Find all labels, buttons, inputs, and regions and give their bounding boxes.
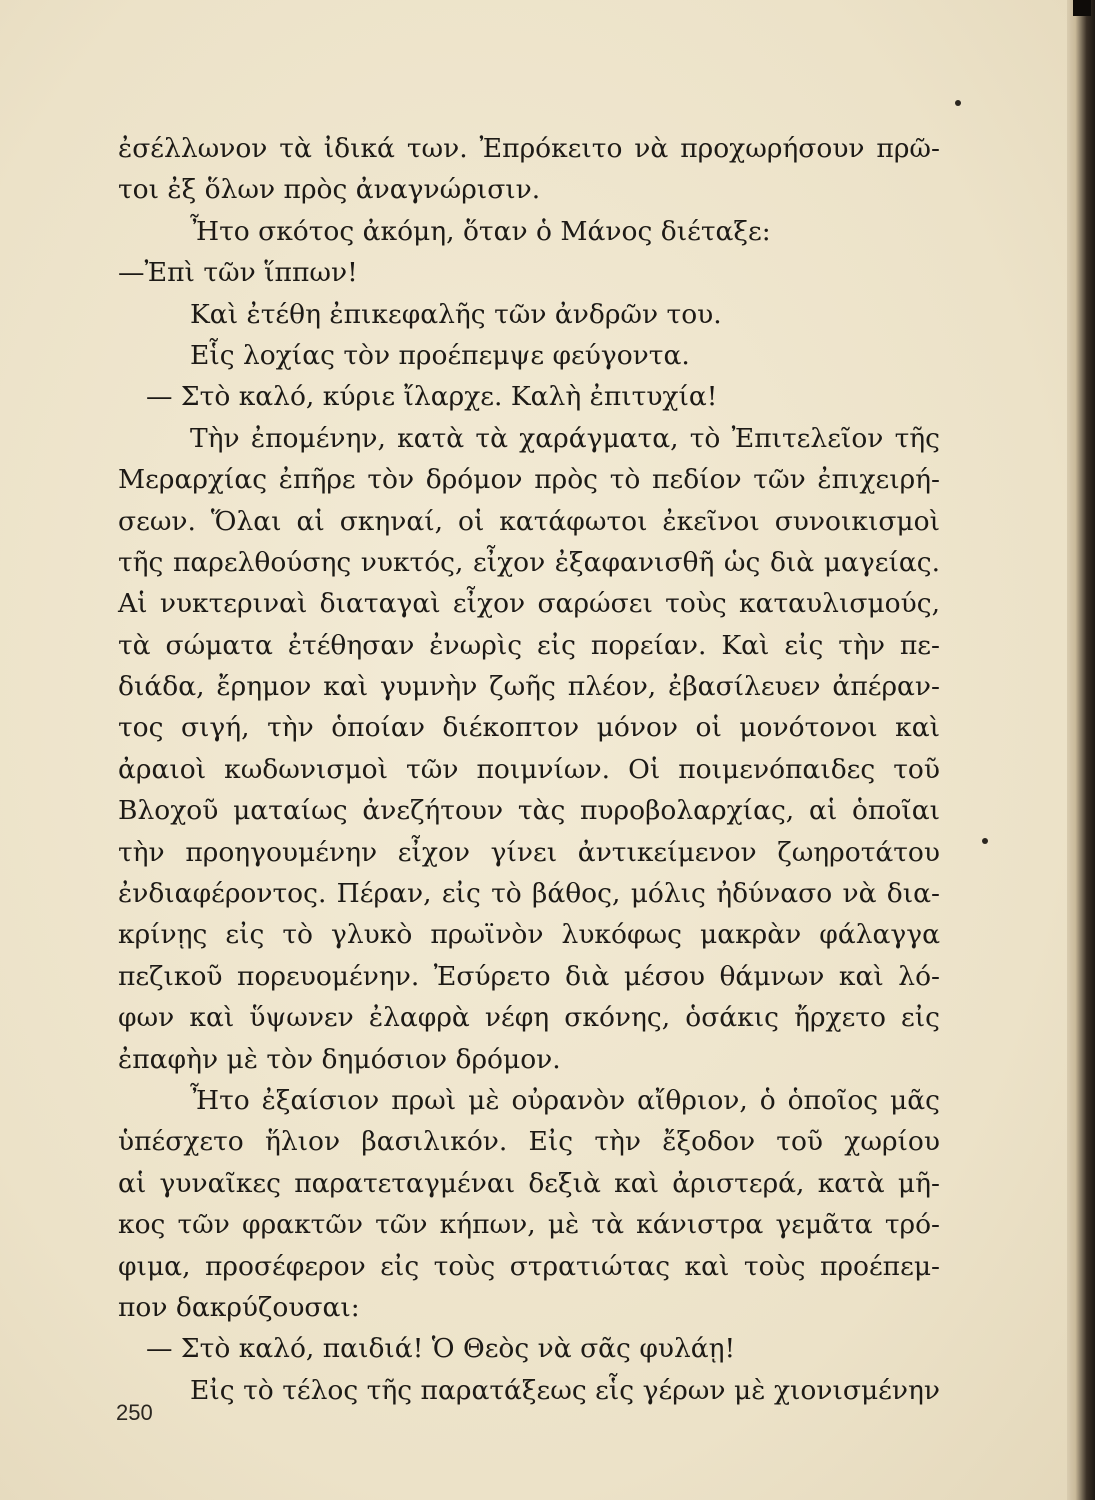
text-line: κρίνῃς εἰς τὸ γλυκὸ πρωϊνὸν λυκόφως μακρὰν φάλαγγα (118, 919, 940, 951)
text-line: διάδα, ἔρημον καὶ γυμνὴν ζωῆς πλέον, ἐβασίλευεν ἀπέραν- (118, 671, 940, 703)
text-line: φων καὶ ὕψωνεν ἐλαφρὰ νέφη σκόνης, ὁσάκις ἤρχετο εἰς (118, 1002, 940, 1034)
text-line: Εἰς τὸ τέλος τῆς παρατάξεως εἷς γέρων μὲ χιονισμένην (190, 1374, 940, 1406)
page-number: 250 (116, 1400, 153, 1425)
dialogue-line: — Στὸ καλό, κύριε ἴλαρχε. Καλὴ ἐπιτυχία! (146, 381, 718, 413)
text-line: Εἷς λοχίας τὸν προέπεμψε φεύγοντα. (190, 339, 690, 371)
text-line: Ἦτο ἐξαίσιον πρωὶ μὲ οὐρανὸν αἴθριον, ὁ ὁποῖος μᾶς (190, 1084, 940, 1116)
text-line: φιμα, προσέφερον εἰς τοὺς στρατιώτας καὶ τοὺς προέπεμ- (118, 1250, 940, 1282)
text-line: σεων. Ὅλαι αἱ σκηναί, οἱ κατάφωτοι ἐκεῖνοι συνοικισμοὶ (118, 505, 940, 537)
text-line: Αἱ νυκτεριναὶ διαταγαὶ εἶχον σαρώσει τοὺς καταυλισμούς, (118, 588, 940, 620)
ink-speck (982, 838, 988, 844)
text-line: αἱ γυναῖκες παρατεταγμέναι δεξιὰ καὶ ἀριστερά, κατὰ μῆ- (118, 1167, 940, 1199)
page-edge-shadow (1067, 0, 1095, 1500)
text-line: πεζικοῦ πορευομένην. Ἐσύρετο διὰ μέσου θάμνων καὶ λό- (118, 960, 940, 992)
text-line: ἐσέλλωνον τὰ ἰδικά των. Ἐπρόκειτο νὰ προχωρήσουν πρῶ- (118, 133, 940, 164)
text-line: τῆς παρελθούσης νυκτός, εἶχον ἐξαφανισθῆ ὡς διὰ μαγείας. (118, 546, 940, 578)
body-text (118, 128, 940, 1411)
text-line: ἐπαφὴν μὲ τὸν δημόσιον δρόμον. (118, 1043, 561, 1075)
text-line: πον δακρύζουσαι: (118, 1291, 360, 1323)
text-line: Βλοχοῦ ματαίως ἀνεζήτουν τὰς πυροβολαρχίας, αἱ ὁποῖαι (118, 795, 940, 827)
text-line: τοι ἐξ ὅλων πρὸς ἀναγνώρισιν. (118, 174, 541, 206)
text-line: Ἦτο σκότος ἀκόμη, ὅταν ὁ Μάνος διέταξε: (190, 215, 771, 247)
corner-mark (1073, 0, 1091, 16)
text-line: κος τῶν φρακτῶν τῶν κήπων, μὲ τὰ κάνιστρα γεμᾶτα τρό- (118, 1209, 940, 1241)
dialogue-line: —Ἐπὶ τῶν ἵππων! (118, 257, 358, 289)
text-line: τὴν προηγουμένην εἶχον γίνει ἀντικείμενον ζωηροτάτου (118, 836, 940, 868)
text-line: τὰ σώματα ἐτέθησαν ἐνωρὶς εἰς πορείαν. Καὶ εἰς τὴν πε- (118, 629, 940, 661)
text-line: ἀραιοὶ κωδωνισμοὶ τῶν ποιμνίων. Οἱ ποιμενόπαιδες τοῦ (118, 753, 940, 785)
ink-speck (955, 100, 961, 106)
text-line: τος σιγή, τὴν ὁποίαν διέκοπτον μόνον οἱ μονότονοι καὶ (118, 712, 940, 744)
text-line: Μεραρχίας ἐπῆρε τὸν δρόμον πρὸς τὸ πεδίον τῶν ἐπιχειρή- (118, 464, 940, 496)
text-line: ὑπέσχετο ἥλιον βασιλικόν. Εἰς τὴν ἔξοδον τοῦ χωρίου (118, 1126, 940, 1158)
text-line: ἐνδιαφέροντος. Πέραν, εἰς τὸ βάθος, μόλις ἠδύνασο νὰ δια- (118, 878, 940, 910)
dialogue-line: — Στὸ καλό, παιδιά! Ὁ Θεὸς νὰ σᾶς φυλάῃ! (146, 1333, 736, 1365)
text-line: Τὴν ἐπομένην, κατὰ τὰ χαράγματα, τὸ Ἐπιτελεῖον τῆς (190, 422, 940, 454)
text-line: Καὶ ἐτέθη ἐπικεφαλῆς τῶν ἀνδρῶν του. (190, 298, 722, 330)
